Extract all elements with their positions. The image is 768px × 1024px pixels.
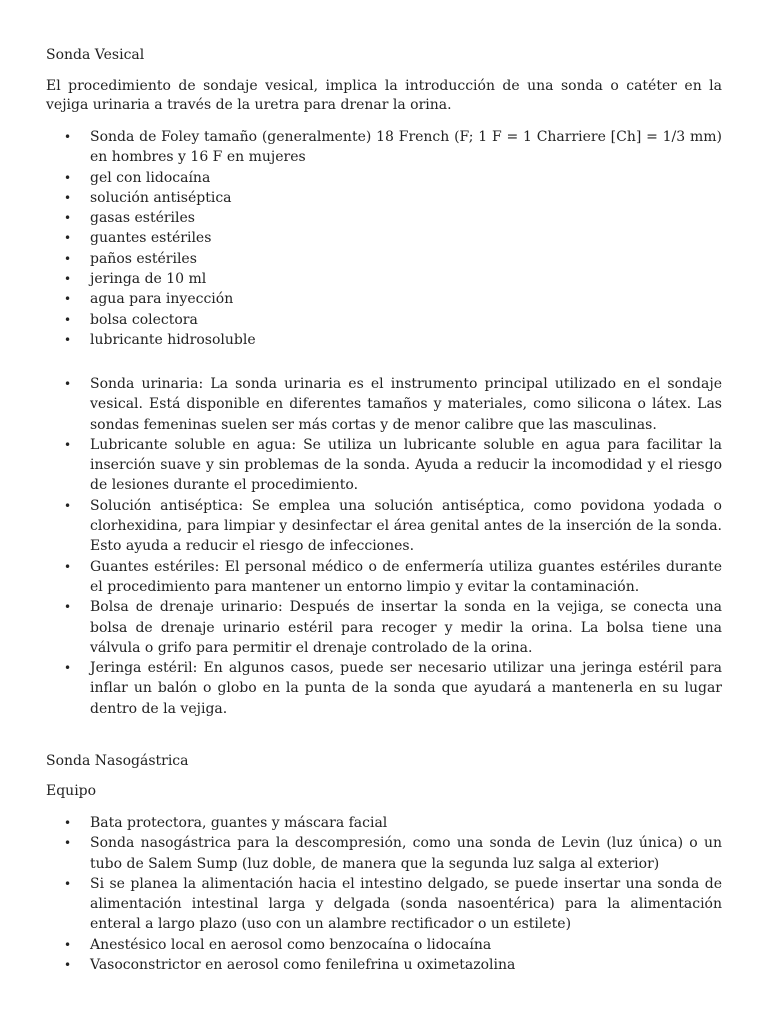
section-subtitle-equipo: Equipo	[46, 783, 97, 799]
bullet-icon: •	[64, 272, 72, 287]
list-item: • Vasoconstrictor en aerosol como fenilefrina u oximetazolina	[46, 955, 722, 975]
bullet-icon: •	[64, 377, 72, 391]
bullet-icon: •	[64, 251, 72, 266]
bullet-icon: •	[64, 816, 72, 830]
bullet-icon: •	[64, 498, 72, 513]
list-item: • gel con lidocaína	[46, 168, 722, 188]
bullet-icon: •	[64, 661, 72, 676]
bullet-icon: •	[64, 437, 72, 452]
bullet-icon: •	[64, 876, 72, 891]
list-item: • Sonda nasogástrica para la descompresión, como una sonda de Levin (luz única) o un tubo de Salem Sump (luz doble, de manera que la segunda luz salga al exterior)	[64, 835, 722, 872]
bullet-icon: •	[64, 170, 72, 185]
list-item: • Bolsa de drenaje urinario: Después de insertar la sonda en la vejiga, se conecta una bolsa de drenaje urinario estéril para recoger y medir la orina. La bolsa tiene una válvula o grifo para permitir el drenaje controlado de la orina.	[64, 599, 722, 656]
bullet-icon: •	[64, 130, 72, 144]
bullet-icon: •	[64, 600, 72, 615]
materials-list	[46, 127, 722, 350]
list-item: • lubricante hidrosoluble	[46, 330, 722, 350]
bullet-icon: •	[64, 958, 72, 973]
equipment-list	[46, 813, 722, 975]
bullet-icon: •	[64, 292, 72, 307]
list-item: • Lubricante soluble en agua: Se utiliza un lubricante soluble en agua para facilitar la inserción suave y sin problemas de la sonda. Ayuda a reducir la incomodidad y el riesgo de lesiones durante el procedimiento.	[64, 436, 722, 494]
list-item: • solución antiséptica	[46, 188, 722, 208]
list-item: • Sonda urinaria: La sonda urinaria es el instrumento principal utilizado en el sondaje vesical. Está disponible en diferentes tamaños y materiales, como silicona o látex. Las sondas femeninas suelen ser más cortas y de menor calibre que las masculinas.	[64, 376, 722, 433]
list-item: • paños estériles	[46, 249, 722, 269]
list-item: • Anestésico local en aerosol como benzocaína o lidocaína	[46, 935, 722, 955]
list-item: • Bata protectora, guantes y máscara facial	[46, 813, 722, 833]
list-item: • agua para inyección	[46, 289, 722, 309]
list-item: • guantes estériles	[46, 228, 722, 248]
list-item: • bolsa colectora	[46, 310, 722, 330]
bullet-icon: •	[64, 211, 72, 226]
section-title-sonda-nasogastrica: Sonda Nasogástrica	[46, 753, 189, 769]
list-item: • Si se planea la alimentación hacia el intestino delgado, se puede insertar una sonda de alimentación intestinal larga y delgada (sonda nasoentérica) para la alimentación enteral a largo plazo (uso con un alambre rectificador o un estilete)	[64, 875, 722, 933]
section-title-sonda-vesical: Sonda Vesical	[46, 47, 145, 63]
bullet-icon: •	[64, 559, 72, 574]
list-item: • Guantes estériles: El personal médico o de enfermería utiliza guantes estériles durante el procedimiento para mantener un entorno limpio y evitar la contaminación.	[64, 558, 722, 595]
list-item: • Sonda de Foley tamaño (generalmente) 18 French (F; 1 F = 1 Charriere [Ch] = 1/3 mm) en hombres y 16 F en mujeres	[64, 129, 722, 166]
list-item: • jeringa de 10 ml	[46, 269, 722, 289]
bullet-icon: •	[64, 190, 72, 205]
details-list	[46, 374, 722, 719]
intro-paragraph: El procedimiento de sondaje vesical, implica la introducción de una sonda o catéter en la vejiga urinaria a través de la uretra para drenar la orina.	[46, 78, 722, 113]
bullet-icon: •	[64, 231, 72, 246]
list-item: • Jeringa estéril: En algunos casos, puede ser necesario utilizar una jeringa estéril para inflar un balón o globo en la punta de la sonda que ayudará a mantenerla en su lugar dentro de la vejiga.	[64, 660, 722, 717]
bullet-icon: •	[64, 937, 72, 952]
bullet-icon: •	[64, 312, 72, 327]
list-item: • Solución antiséptica: Se emplea una solución antiséptica, como povidona yodada o clorhexidina, para limpiar y desinfectar el área genital antes de la inserción de la sonda. Esto ayuda a reducir el riesgo de infecciones.	[64, 497, 722, 555]
bullet-icon: •	[64, 836, 72, 851]
bullet-icon: •	[64, 332, 72, 347]
list-item: • gasas estériles	[46, 208, 722, 228]
